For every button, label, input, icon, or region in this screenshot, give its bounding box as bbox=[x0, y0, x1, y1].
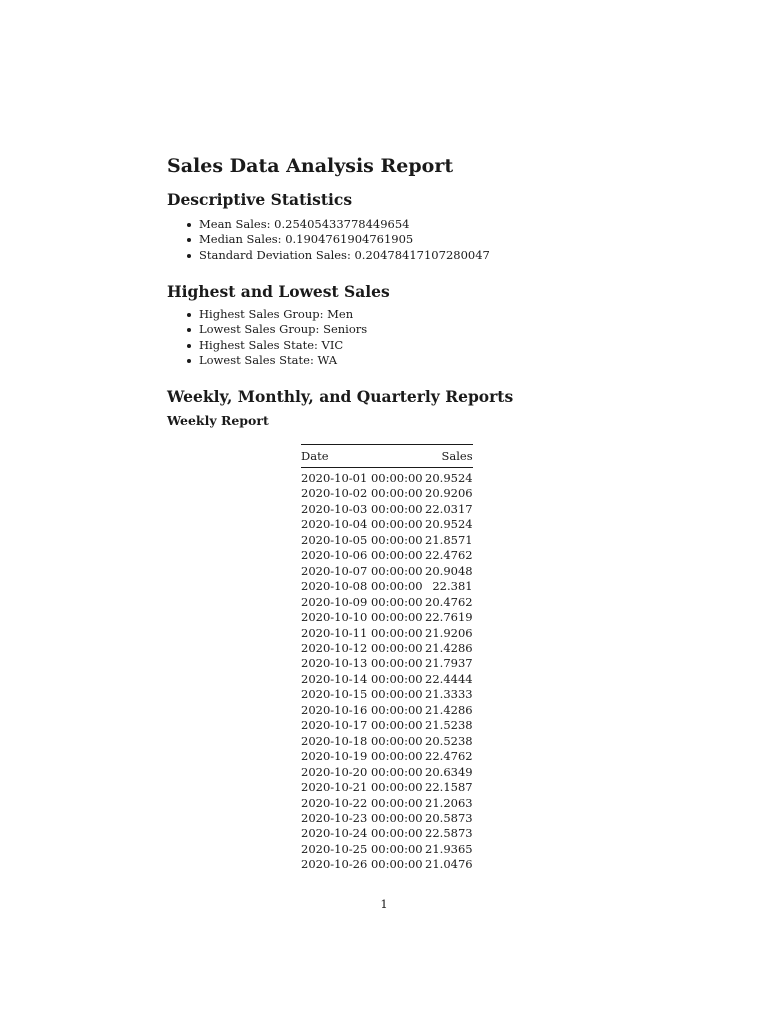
highest-lowest-list bbox=[167, 307, 367, 368]
report-title: Sales Data Analysis Report bbox=[167, 155, 454, 177]
date-cell: 2020-10-07 00:00:00 bbox=[301, 563, 423, 578]
table-row bbox=[301, 842, 473, 857]
sales-cell: 21.9365 bbox=[425, 841, 473, 856]
date-cell: 2020-10-24 00:00:00 bbox=[301, 826, 423, 841]
sales-cell: 20.9048 bbox=[425, 563, 473, 578]
list-item: Standard Deviation Sales: 0.20478417107280047 bbox=[167, 248, 490, 263]
list-item: Lowest Sales Group: Seniors bbox=[167, 322, 367, 337]
date-cell: 2020-10-10 00:00:00 bbox=[301, 610, 423, 625]
table-row bbox=[301, 703, 473, 718]
list-item: Highest Sales Group: Men bbox=[167, 307, 367, 322]
date-cell: 2020-10-11 00:00:00 bbox=[301, 625, 423, 640]
table-row bbox=[301, 749, 473, 764]
table-row bbox=[301, 734, 473, 749]
table-row bbox=[301, 687, 473, 702]
date-cell: 2020-10-03 00:00:00 bbox=[301, 501, 423, 516]
date-cell: 2020-10-08 00:00:00 bbox=[301, 579, 423, 594]
table-row bbox=[301, 502, 473, 517]
sales-cell: 22.4762 bbox=[425, 749, 473, 764]
table-header-row bbox=[301, 445, 473, 468]
column-header-date: Date bbox=[301, 449, 329, 463]
date-cell: 2020-10-17 00:00:00 bbox=[301, 718, 423, 733]
table-row bbox=[301, 780, 473, 795]
column-header-sales: Sales bbox=[441, 449, 473, 463]
list-item: Lowest Sales State: WA bbox=[167, 353, 367, 368]
date-cell: 2020-10-13 00:00:00 bbox=[301, 656, 423, 671]
date-cell: 2020-10-05 00:00:00 bbox=[301, 532, 423, 547]
highest-lowest-heading: Highest and Lowest Sales bbox=[167, 282, 390, 301]
date-cell: 2020-10-21 00:00:00 bbox=[301, 780, 423, 795]
page-number: 1 bbox=[380, 897, 388, 911]
table-row bbox=[301, 548, 473, 563]
sales-cell: 21.4286 bbox=[425, 640, 473, 655]
sales-cell: 21.9206 bbox=[425, 625, 473, 640]
date-cell: 2020-10-23 00:00:00 bbox=[301, 810, 423, 825]
sales-cell: 21.7937 bbox=[425, 656, 473, 671]
sales-cell: 21.0476 bbox=[425, 857, 473, 872]
sales-cell: 21.4286 bbox=[425, 702, 473, 717]
date-cell: 2020-10-12 00:00:00 bbox=[301, 640, 423, 655]
sales-cell: 22.4762 bbox=[425, 548, 473, 563]
list-item: Mean Sales: 0.25405433778449654 bbox=[167, 217, 490, 232]
descriptive-statistics-heading: Descriptive Statistics bbox=[167, 190, 353, 209]
table-row bbox=[301, 595, 473, 610]
table-row bbox=[301, 656, 473, 671]
date-cell: 2020-10-20 00:00:00 bbox=[301, 764, 423, 779]
table-row bbox=[301, 579, 473, 594]
date-cell: 2020-10-22 00:00:00 bbox=[301, 795, 423, 810]
table-row bbox=[301, 564, 473, 579]
weekly-report-heading: Weekly Report bbox=[167, 413, 269, 428]
date-cell: 2020-10-15 00:00:00 bbox=[301, 687, 423, 702]
date-cell: 2020-10-26 00:00:00 bbox=[301, 857, 423, 872]
date-cell: 2020-10-25 00:00:00 bbox=[301, 841, 423, 856]
table-row bbox=[301, 626, 473, 641]
sales-cell: 22.1587 bbox=[425, 780, 473, 795]
table-row bbox=[301, 826, 473, 841]
table-row bbox=[301, 533, 473, 548]
table-row bbox=[301, 796, 473, 811]
sales-cell: 20.4762 bbox=[425, 594, 473, 609]
table-row bbox=[301, 610, 473, 625]
sales-cell: 22.0317 bbox=[425, 501, 473, 516]
table-row bbox=[301, 641, 473, 656]
sales-cell: 22.5873 bbox=[425, 826, 473, 841]
weekly-report-table bbox=[301, 444, 473, 873]
table-row bbox=[301, 718, 473, 733]
sales-cell: 20.5238 bbox=[425, 733, 473, 748]
table-row bbox=[301, 857, 473, 872]
date-cell: 2020-10-09 00:00:00 bbox=[301, 594, 423, 609]
sales-cell: 21.8571 bbox=[425, 532, 473, 547]
sales-cell: 20.9206 bbox=[425, 486, 473, 501]
weekly-table-body bbox=[301, 468, 473, 873]
sales-cell: 22.381 bbox=[432, 579, 473, 594]
sales-cell: 20.9524 bbox=[425, 517, 473, 532]
date-cell: 2020-10-04 00:00:00 bbox=[301, 517, 423, 532]
date-cell: 2020-10-19 00:00:00 bbox=[301, 749, 423, 764]
sales-cell: 22.7619 bbox=[425, 610, 473, 625]
sales-cell: 20.6349 bbox=[425, 764, 473, 779]
sales-cell: 20.9524 bbox=[425, 471, 473, 485]
list-item: Median Sales: 0.1904761904761905 bbox=[167, 232, 490, 247]
table-row bbox=[301, 811, 473, 826]
sales-cell: 20.5873 bbox=[425, 810, 473, 825]
table-row bbox=[301, 765, 473, 780]
table-row bbox=[301, 468, 473, 487]
date-cell: 2020-10-01 00:00:00 bbox=[301, 471, 423, 485]
table-row bbox=[301, 672, 473, 687]
date-cell: 2020-10-14 00:00:00 bbox=[301, 671, 423, 686]
date-cell: 2020-10-06 00:00:00 bbox=[301, 548, 423, 563]
sales-cell: 21.2063 bbox=[425, 795, 473, 810]
table-row bbox=[301, 486, 473, 501]
descriptive-statistics-list bbox=[167, 217, 490, 263]
table-row bbox=[301, 517, 473, 532]
list-item: Highest Sales State: VIC bbox=[167, 338, 367, 353]
date-cell: 2020-10-16 00:00:00 bbox=[301, 702, 423, 717]
date-cell: 2020-10-18 00:00:00 bbox=[301, 733, 423, 748]
reports-heading: Weekly, Monthly, and Quarterly Reports bbox=[167, 387, 514, 406]
sales-cell: 21.5238 bbox=[425, 718, 473, 733]
date-cell: 2020-10-02 00:00:00 bbox=[301, 486, 423, 501]
sales-cell: 21.3333 bbox=[425, 687, 473, 702]
sales-cell: 22.4444 bbox=[425, 671, 473, 686]
